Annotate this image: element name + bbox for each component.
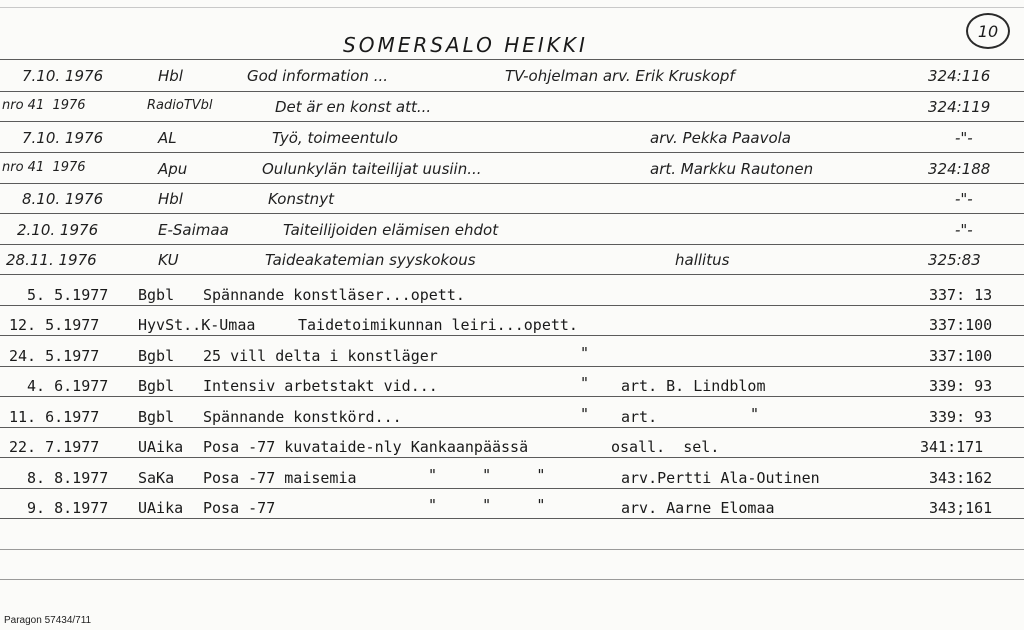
ruled-line	[0, 488, 1024, 489]
ruled-line	[0, 335, 1024, 336]
ruled-line	[0, 152, 1024, 153]
tw-date: 12. 5.1977	[9, 316, 100, 334]
hw-date: 7.10. 1976	[22, 67, 104, 85]
hw-note: art. Markku Rautonen	[650, 160, 814, 178]
ruled-line	[0, 549, 1024, 550]
tw-date: 4. 6.1977	[18, 377, 109, 395]
ruled-line	[0, 366, 1024, 367]
tw-title: Posa -77 maisemia	[203, 469, 357, 487]
hw-title: Taiteilijoiden elämisen ehdot	[283, 221, 499, 239]
tw-note: osall. sel.	[611, 438, 720, 456]
hw-source: E-Saimaa	[158, 221, 229, 239]
hw-date: 2.10. 1976	[17, 221, 99, 239]
tw-title: Intensiv arbetstakt vid...	[203, 377, 438, 395]
hw-ref: 324:119	[928, 98, 991, 116]
hw-date: 28.11. 1976	[6, 251, 97, 269]
tw-note: arv. Aarne Elomaa	[621, 499, 775, 517]
ruled-line	[0, 457, 1024, 458]
tw-source: Bgbl	[138, 347, 184, 365]
hw-note: hallitus	[675, 251, 730, 269]
tw-ditto: "	[580, 405, 590, 423]
ruled-line	[0, 427, 1024, 428]
tw-source: Bgbl	[138, 408, 184, 426]
tw-source: Bgbl	[138, 377, 184, 395]
hw-source: AL	[158, 129, 177, 147]
ruled-line	[0, 518, 1024, 519]
tw-source: HyvSt..K-Umaa	[138, 316, 256, 334]
card-number: 10	[966, 13, 1010, 49]
ruled-line	[0, 213, 1024, 214]
hw-ref: 324:116	[928, 67, 991, 85]
tw-date: 8. 8.1977	[18, 469, 109, 487]
tw-ref: 339: 93	[929, 408, 993, 426]
hw-ref: -"-	[955, 129, 973, 147]
ruled-line	[0, 121, 1024, 122]
ruled-line	[0, 244, 1024, 245]
tw-date: 5. 5.1977	[18, 286, 109, 304]
hw-note: TV-ohjelman arv. Erik Kruskopf	[505, 67, 735, 85]
hw-note: arv. Pekka Paavola	[650, 129, 791, 147]
ruled-line	[0, 579, 1024, 580]
hw-date: nro 41 1976	[2, 98, 86, 113]
ruled-line	[0, 305, 1024, 306]
tw-ditto: "	[580, 344, 590, 362]
tw-title: Posa -77	[203, 499, 276, 517]
hw-date: 7.10. 1976	[22, 129, 104, 147]
tw-ditto: " " "	[428, 466, 546, 484]
hw-date: 8.10. 1976	[22, 190, 104, 208]
ruled-line	[0, 274, 1024, 275]
ruled-line	[0, 396, 1024, 397]
hw-ref: -"-	[955, 221, 973, 239]
tw-source: UAika	[138, 499, 184, 517]
hw-title: Det är en konst att...	[275, 98, 432, 116]
hw-title: Taideakatemian syyskokous	[265, 251, 476, 269]
tw-ditto: "	[750, 405, 760, 423]
hw-source: Apu	[158, 160, 188, 178]
card-header: SOMERSALO HEIKKI	[343, 33, 588, 57]
card-footer: Paragon 57434/711	[4, 615, 92, 626]
tw-source: SaKa	[138, 469, 184, 487]
tw-title: Posa -77 kuvataide-nly Kankaanpäässä	[203, 438, 529, 456]
tw-ref: 337: 13	[929, 286, 993, 304]
hw-date: nro 41 1976	[2, 160, 86, 175]
hw-source: RadioTVbl	[147, 98, 213, 113]
tw-note: arv.Pertti Ala-Outinen	[621, 469, 820, 487]
hw-title: Konstnyt	[268, 190, 334, 208]
tw-title: Spännande konstkörd...	[203, 408, 402, 426]
tw-ditto: " " "	[428, 496, 546, 514]
hw-ref: 324:188	[928, 160, 991, 178]
tw-title: Spännande konstläser...opett.	[203, 286, 465, 304]
hw-title: God information ...	[247, 67, 388, 85]
tw-note: art.	[621, 408, 658, 426]
ruled-line	[0, 91, 1024, 92]
tw-ref: 343:162	[929, 469, 993, 487]
hw-ref: 325:83	[928, 251, 981, 269]
tw-title: 25 vill delta i konstläger	[203, 347, 438, 365]
tw-source: Bgbl	[138, 286, 184, 304]
ruled-line	[0, 59, 1024, 60]
tw-note: art. B. Lindblom	[621, 377, 766, 395]
tw-date: 24. 5.1977	[9, 347, 100, 365]
tw-date: 9. 8.1977	[18, 499, 109, 517]
hw-title: Oulunkylän taiteilijat uusiin...	[262, 160, 482, 178]
tw-ref: 343;161	[929, 499, 993, 517]
tw-ref: 337:100	[929, 316, 993, 334]
tw-ref: 337:100	[929, 347, 993, 365]
hw-ref: -"-	[955, 190, 973, 208]
tw-ref: 339: 93	[929, 377, 993, 395]
tw-title: Taidetoimikunnan leiri...opett.	[298, 316, 578, 334]
tw-ditto: "	[580, 374, 590, 392]
tw-date: 22. 7.1977	[9, 438, 100, 456]
hw-source: Hbl	[158, 67, 183, 85]
card-top-edge	[0, 7, 1024, 8]
hw-source: Hbl	[158, 190, 183, 208]
tw-ref: 341:171	[920, 438, 984, 456]
ruled-line	[0, 183, 1024, 184]
hw-source: KU	[158, 251, 179, 269]
tw-source: UAika	[138, 438, 184, 456]
hw-title: Työ, toimeentulo	[272, 129, 398, 147]
tw-date: 11. 6.1977	[9, 408, 100, 426]
